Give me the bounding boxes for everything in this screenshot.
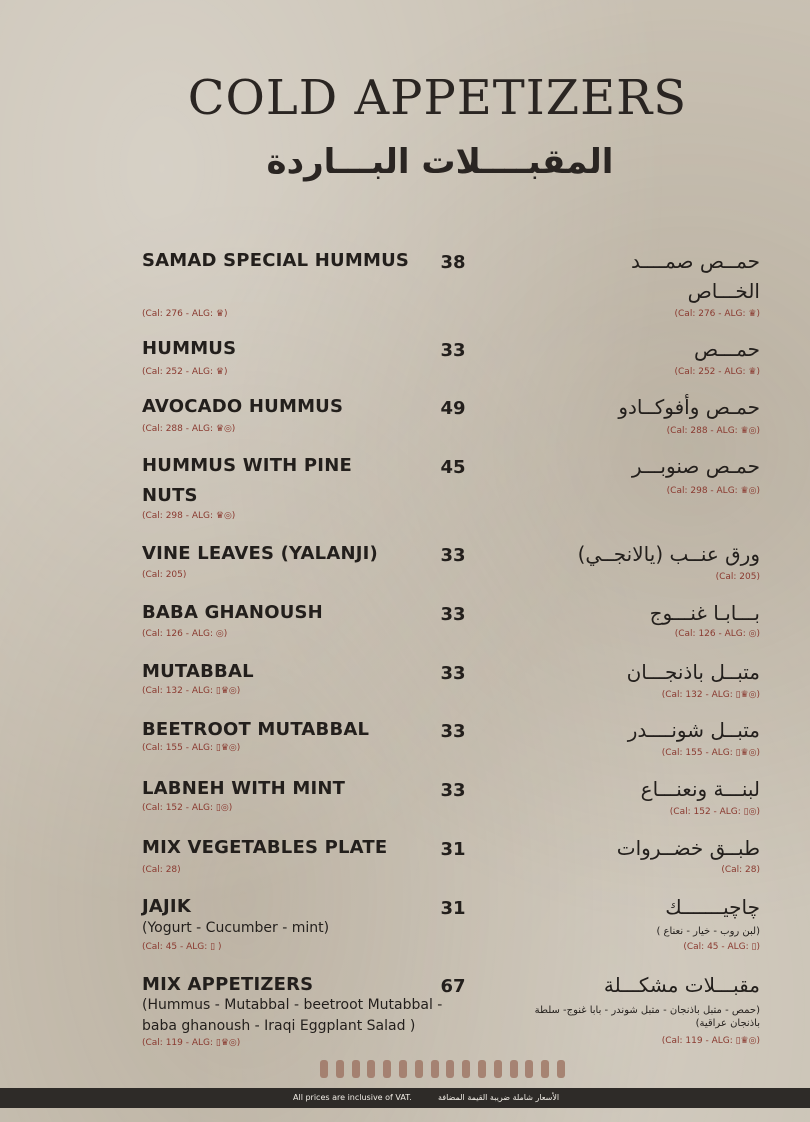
item-calories-ar: (Cal: 126 - ALG: ◎) (674, 629, 760, 639)
page-title-ar: المقبــــلات البـــاردة (266, 142, 614, 182)
item-calories-en: (Cal: 276 - ALG: ♛) (142, 309, 228, 319)
allergen-icon (383, 1060, 391, 1078)
footer-bar (0, 1088, 810, 1108)
item-price: 33 (440, 604, 466, 625)
item-calories-ar: (Cal: 119 - ALG: ▯♛◎) (661, 1036, 760, 1046)
item-name-ar: ورق عنــب (يالانجــي) (577, 542, 760, 566)
item-price: 49 (440, 398, 466, 419)
item-name-ar: متبــل شونــــدر (627, 718, 760, 742)
item-calories-ar: (Cal: 252 - ALG: ♛) (674, 367, 760, 377)
page-title-en: COLD APPETIZERS (187, 70, 688, 126)
allergen-icon (415, 1060, 423, 1078)
item-name-en: HUMMUS (142, 338, 237, 359)
item-name-en: MUTABBAL (142, 661, 254, 682)
item-name-en: JAJIK (142, 896, 191, 917)
item-name-ar: متبــل باذنجـــان (626, 660, 760, 684)
item-name-en: HUMMUS WITH PINE NUTS (142, 455, 352, 506)
item-calories-ar: (Cal: 288 - ALG: ♛◎) (666, 426, 760, 436)
item-calories-en: (Cal: 298 - ALG: ♛◎) (142, 511, 236, 521)
allergen-icon (462, 1060, 470, 1078)
allergen-icon (431, 1060, 439, 1078)
item-name-ar: لبنـــة ونعنـــاع (640, 777, 760, 801)
item-calories-ar: (Cal: 155 - ALG: ▯♛◎) (661, 748, 760, 758)
allergen-icon (541, 1060, 549, 1078)
item-name-en: VINE LEAVES (YALANJI) (142, 543, 378, 564)
item-price: 33 (440, 340, 466, 361)
item-price: 67 (440, 976, 466, 997)
item-calories-ar: (Cal: 298 - ALG: ♛◎) (666, 486, 760, 496)
item-price: 31 (440, 898, 466, 919)
item-calories-en: (Cal: 28) (142, 865, 181, 875)
allergen-icon (352, 1060, 360, 1078)
item-price: 45 (440, 457, 466, 478)
item-name-ar: چاچيـــــــك (665, 895, 760, 919)
item-calories-ar: (Cal: 132 - ALG: ▯♛◎) (661, 690, 760, 700)
item-description-ar: (حمص - متبل باذنجان - متبل شوندر - بابا غنوج- سلطة باذنجان عراقية) (534, 1005, 760, 1029)
allergen-icon (367, 1060, 375, 1078)
item-name-ar: طبــق خضــروات (616, 836, 760, 860)
item-calories-ar: (Cal: 45 - ALG: ▯) (683, 942, 760, 952)
allergen-icon (478, 1060, 486, 1078)
item-calories-ar: (Cal: 276 - ALG: ♛) (674, 309, 760, 319)
item-name-ar: حمـص صنوبـــر (631, 454, 760, 478)
allergen-icon (336, 1060, 344, 1078)
item-name-ar: بـــابـا غنـــوج (649, 601, 760, 625)
vat-note-ar: الأسعار شاملة ضريبة القيمة المضافة (438, 1093, 560, 1102)
item-price: 33 (440, 545, 466, 566)
item-description-en: (Hummus - Mutabbal - beetroot Mutabbal - baba ghanoush - Iraqi Eggplant Salad ) (142, 997, 443, 1034)
item-name-ar: حمــص صمــــد الخـــاص (631, 249, 760, 303)
item-price: 33 (440, 663, 466, 684)
item-description-ar: (لبن روب - خيار - نعناع ) (656, 926, 760, 937)
item-name-en: BABA GHANOUSH (142, 602, 323, 623)
item-name-en: BEETROOT MUTABBAL (142, 719, 370, 740)
item-name-ar: حمـــص (693, 337, 760, 361)
item-calories-en: (Cal: 288 - ALG: ♛◎) (142, 424, 236, 434)
item-calories-en: (Cal: 155 - ALG: ▯♛◎) (142, 743, 241, 753)
item-price: 31 (440, 839, 466, 860)
item-name-en: AVOCADO HUMMUS (142, 396, 344, 417)
item-calories-en: (Cal: 205) (142, 570, 187, 580)
item-description-en: (Yogurt - Cucumber - mint) (142, 920, 330, 936)
item-calories-en: (Cal: 126 - ALG: ◎) (142, 629, 228, 639)
allergen-icon (399, 1060, 407, 1078)
item-name-ar: مقبـــلات مشكـــلة (603, 973, 760, 997)
vat-note-en: All prices are inclusive of VAT. (293, 1093, 412, 1102)
item-price: 33 (440, 721, 466, 742)
item-name-en: SAMAD SPECIAL HUMMUS (142, 250, 410, 271)
allergen-icon (525, 1060, 533, 1078)
item-price: 33 (440, 780, 466, 801)
item-calories-en: (Cal: 152 - ALG: ▯◎) (142, 803, 233, 813)
item-calories-en: (Cal: 45 - ALG: ▯ ) (142, 942, 222, 952)
item-calories-ar: (Cal: 28) (721, 865, 760, 875)
allergen-icon (320, 1060, 328, 1078)
item-name-ar: حمـص وأفوكــادو (618, 395, 760, 419)
item-name-en: LABNEH WITH MINT (142, 778, 346, 799)
allergen-icon (510, 1060, 518, 1078)
item-calories-en: (Cal: 132 - ALG: ▯♛◎) (142, 686, 241, 696)
item-calories-ar: (Cal: 205) (715, 572, 760, 582)
item-calories-ar: (Cal: 152 - ALG: ▯◎) (669, 807, 760, 817)
item-price: 38 (440, 252, 466, 273)
item-name-en: MIX VEGETABLES PLATE (142, 837, 388, 858)
item-calories-en: (Cal: 119 - ALG: ▯♛◎) (142, 1038, 241, 1048)
allergen-icon (557, 1060, 565, 1078)
item-name-en: MIX APPETIZERS (142, 974, 314, 995)
item-calories-en: (Cal: 252 - ALG: ♛) (142, 367, 228, 377)
allergen-icons-legend (320, 1052, 565, 1078)
allergen-icon (446, 1060, 454, 1078)
allergen-icon (494, 1060, 502, 1078)
